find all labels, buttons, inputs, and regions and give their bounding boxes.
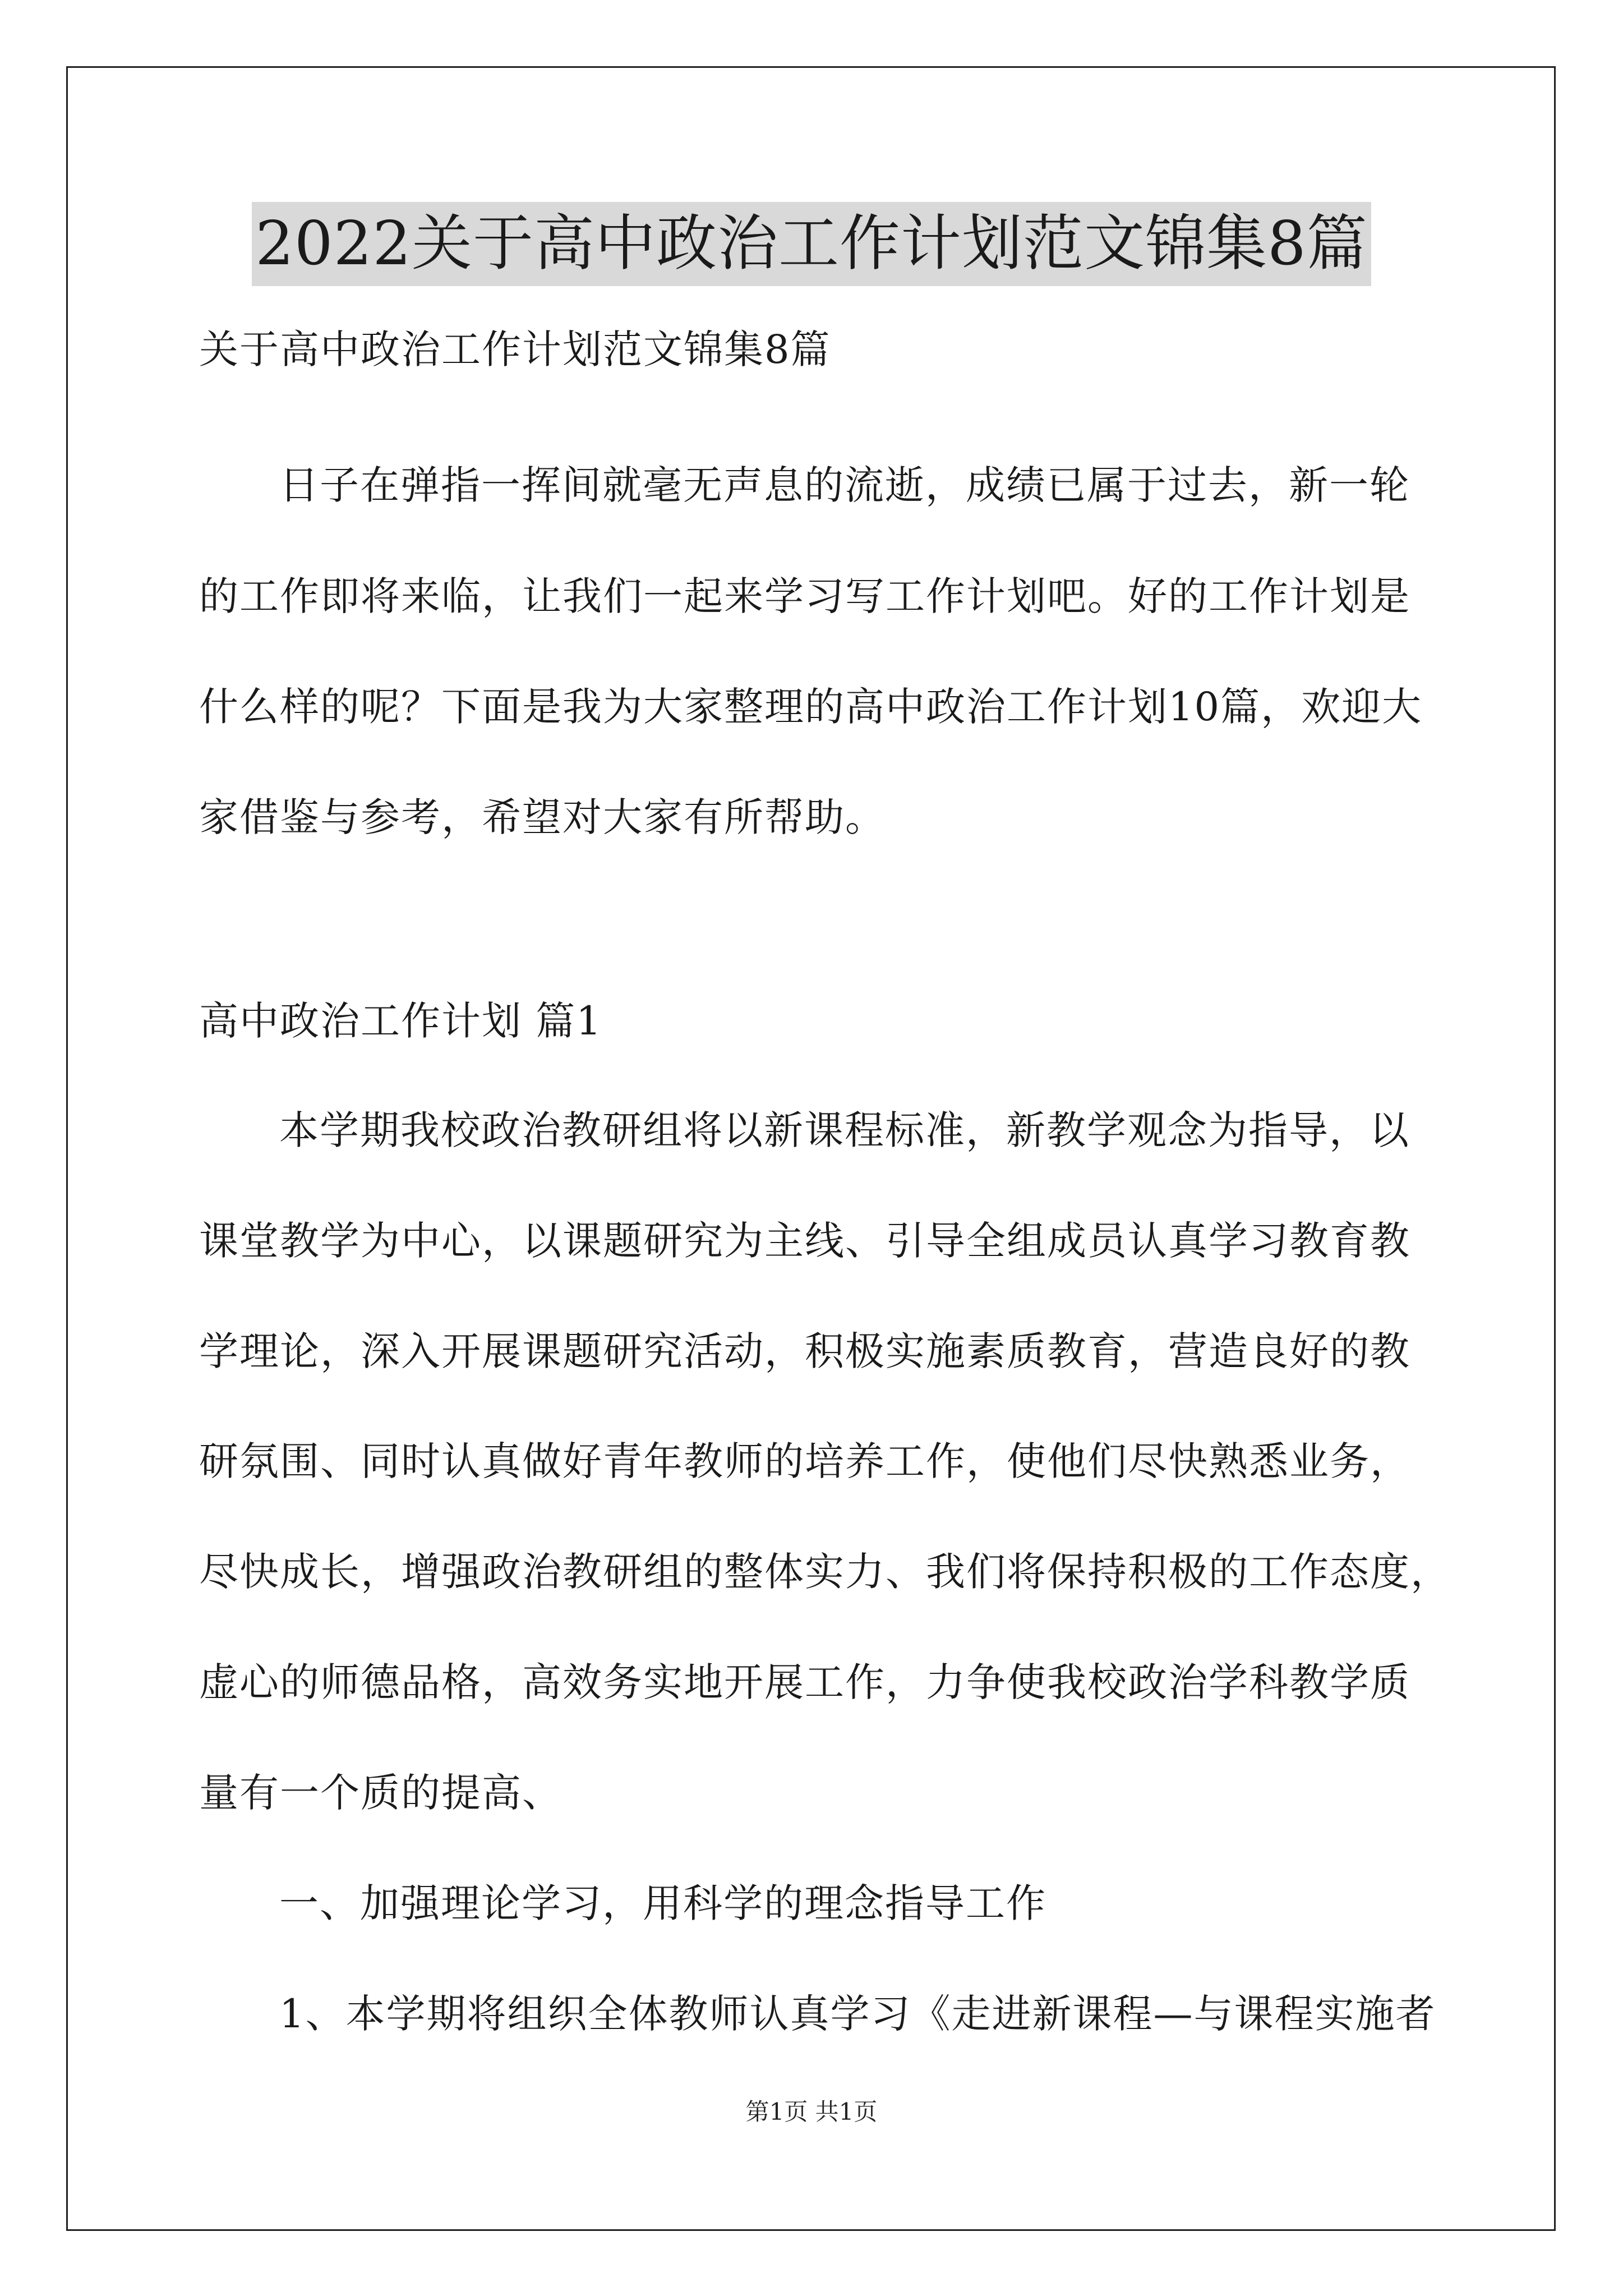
body-line-6: 虚心的师德品格，高效务实地开展工作，力争使我校政治学科教学质 xyxy=(199,1659,1410,1705)
body-line-7: 量有一个质的提高、 xyxy=(199,1770,562,1816)
body-line-4: 研氛围、同时认真做好青年教师的培养工作，使他们尽快熟悉业务， xyxy=(199,1438,1410,1484)
body-line-5: 尽快成长，增强政治教研组的整体实力、我们将保持积极的工作态度， xyxy=(199,1549,1451,1595)
intro-line-4: 家借鉴与参考，希望对大家有所帮助。 xyxy=(199,794,886,840)
document-title: 2022关于高中政治工作计划范文锦集8篇 xyxy=(252,202,1371,286)
page-footer: 第1页 共1页 xyxy=(745,2098,878,2125)
body-line-3: 学理论，深入开展课题研究活动，积极实施素质教育，营造良好的教 xyxy=(199,1328,1410,1374)
body-line-2: 课堂教学为中心，以课题研究为主线、引导全组成员认真学习教育教 xyxy=(199,1218,1410,1264)
list-item-line-1: 1、本学期将组织全体教师认真学习《走进新课程—与课程实施者 xyxy=(279,1991,1436,2037)
intro-line-2: 的工作即将来临，让我们一起来学习写工作计划吧。好的工作计划是 xyxy=(199,573,1410,619)
subsection-heading: 一、加强理论学习，用科学的理念指导工作 xyxy=(279,1880,1046,1926)
title-block xyxy=(0,202,1623,286)
intro-line-3: 什么样的呢？下面是我为大家整理的高中政治工作计划10篇，欢迎大 xyxy=(199,684,1423,730)
body-line-1: 本学期我校政治教研组将以新课程标准，新教学观念为指导，以 xyxy=(279,1107,1410,1153)
intro-line-1: 日子在弹指一挥间就毫无声息的流逝，成绩已属于过去，新一轮 xyxy=(279,462,1410,508)
section-heading: 高中政治工作计划 篇1 xyxy=(199,998,602,1044)
subtitle-line: 关于高中政治工作计划范文锦集8篇 xyxy=(199,326,831,372)
